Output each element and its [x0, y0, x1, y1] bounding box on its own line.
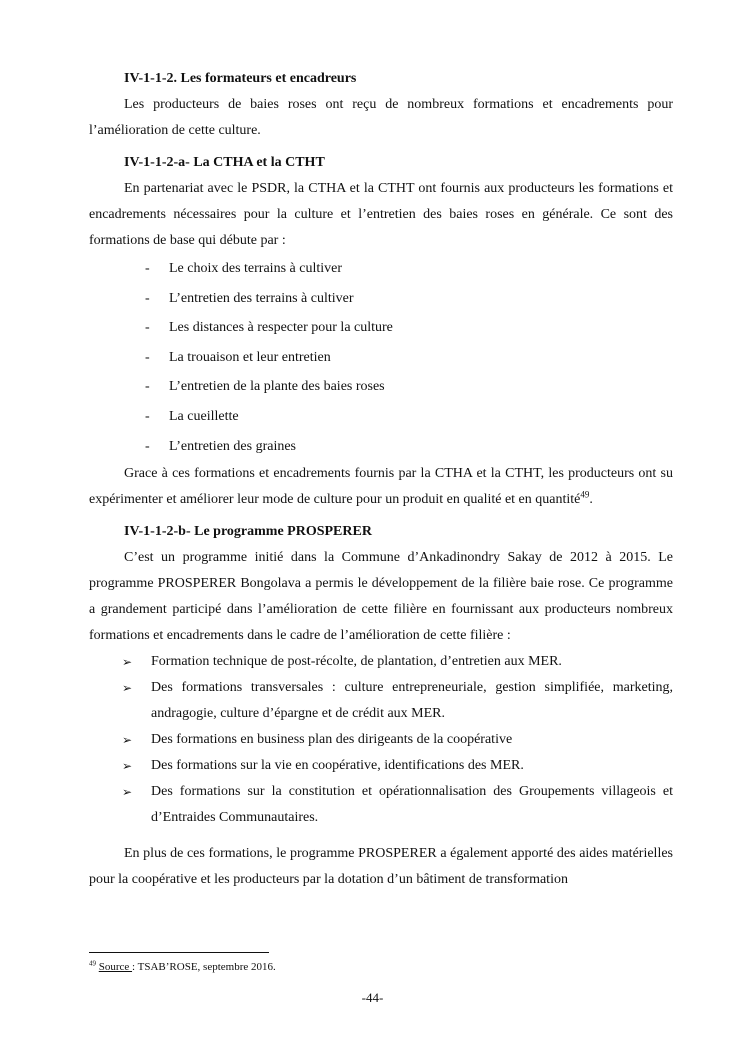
dash-bullet: - [145, 408, 150, 424]
list-item: - Le choix des terrains à cultiver [89, 254, 673, 284]
paragraph-prosperer-aid: En plus de ces formations, le programme PROSPERER a également apporté des aides matérielles pour la coopérative et les producteurs par la dotation d’un bâtiment de transformation [89, 846, 673, 888]
list-item: ➢ Formation technique de post-récolte, de plantation, d’entretien aux MER. [89, 649, 673, 675]
footnote-divider [89, 952, 269, 953]
paragraph-intro: Les producteurs de baies roses ont reçu de nombreux formations et encadrements pour l’amélioration de cette culture. [89, 97, 673, 138]
list-item: ➢ Des formations sur la vie en coopérative, identifications des MER. [89, 753, 673, 779]
paragraph-prosperer: C’est un programme initié dans la Commune d’Ankadinondry Sakay de 2012 à 2015. Le programme PROSPERER Bongolava a permis le développement de la filière baie rose. Ce programme a grandement participé dans l’amélioration de cette filière en fournissant aux producteurs nombreux formations et encadrements dans le cadre de l’amélioration de cette filière : [89, 550, 673, 644]
section-heading-prosperer: IV-1-1-2-b- Le programme PROSPERER [124, 524, 372, 540]
footnote-source-label: Source [98, 961, 133, 973]
prosperer-trainings-list [89, 649, 673, 831]
training-topics-list [89, 254, 673, 461]
dash-bullet: - [145, 320, 150, 336]
arrow-bullet-icon: ➢ [122, 733, 133, 748]
list-item: ➢ Des formations transversales : culture entrepreneuriale, gestion simplifiée, marketing, andragogie, culture d’épargne et de crédit aux MER. [89, 675, 673, 727]
section-heading-formateurs: IV-1-1-2. Les formateurs et encadreurs [124, 71, 357, 86]
page-number: -44- [361, 990, 384, 1005]
dash-bullet: - [145, 438, 150, 454]
dash-bullet: - [145, 349, 150, 365]
arrow-bullet-icon: ➢ [122, 785, 133, 800]
list-item: - L’entretien de la plante des baies roses [89, 372, 673, 402]
arrow-bullet-icon: ➢ [122, 759, 133, 774]
arrow-bullet-icon: ➢ [122, 655, 133, 670]
footnote-text: : TSAB’ROSE, septembre 2016. [132, 961, 276, 973]
page-body [89, 66, 673, 893]
list-item: - L’entretien des graines [89, 432, 673, 462]
dash-bullet: - [145, 290, 150, 306]
dash-bullet: - [145, 261, 150, 276]
list-item: - Les distances à respecter pour la culture [89, 313, 673, 343]
footnote-reference[interactable]: 49 [580, 489, 590, 500]
list-item: - La trouaison et leur entretien [89, 343, 673, 373]
dash-bullet: - [145, 379, 150, 395]
section-heading-ctha-ctht: IV-1-1-2-a- La CTHA et la CTHT [124, 155, 325, 170]
list-item: - La cueillette [89, 402, 673, 432]
list-item: - L’entretien des terrains à cultiver [89, 284, 673, 314]
paragraph-ctha-ctht: En partenariat avec le PSDR, la CTHA et la CTHT ont fournis aux producteurs les formations et encadrements nécessaires pour la culture et l’entretien des baies roses en générale. Ce sont des formations de base qui débute par : [89, 181, 673, 248]
list-item: ➢ Des formations en business plan des dirigeants de la coopérative [89, 727, 673, 753]
list-item: ➢ Des formations sur la constitution et opérationnalisation des Groupements villageois et d’Entraides Communautaires. [89, 779, 673, 831]
arrow-bullet-icon: ➢ [122, 681, 133, 696]
footnote-number: 49 [89, 959, 96, 968]
paragraph-ctha-conclusion: Grace à ces formations et encadrements fournis par la CTHA et la CTHT, les producteurs ont su expérimenter et améliorer leur mode de culture pour un produit en qualité et en quantité$^{49}$. [89, 466, 673, 508]
footnote [89, 960, 276, 974]
